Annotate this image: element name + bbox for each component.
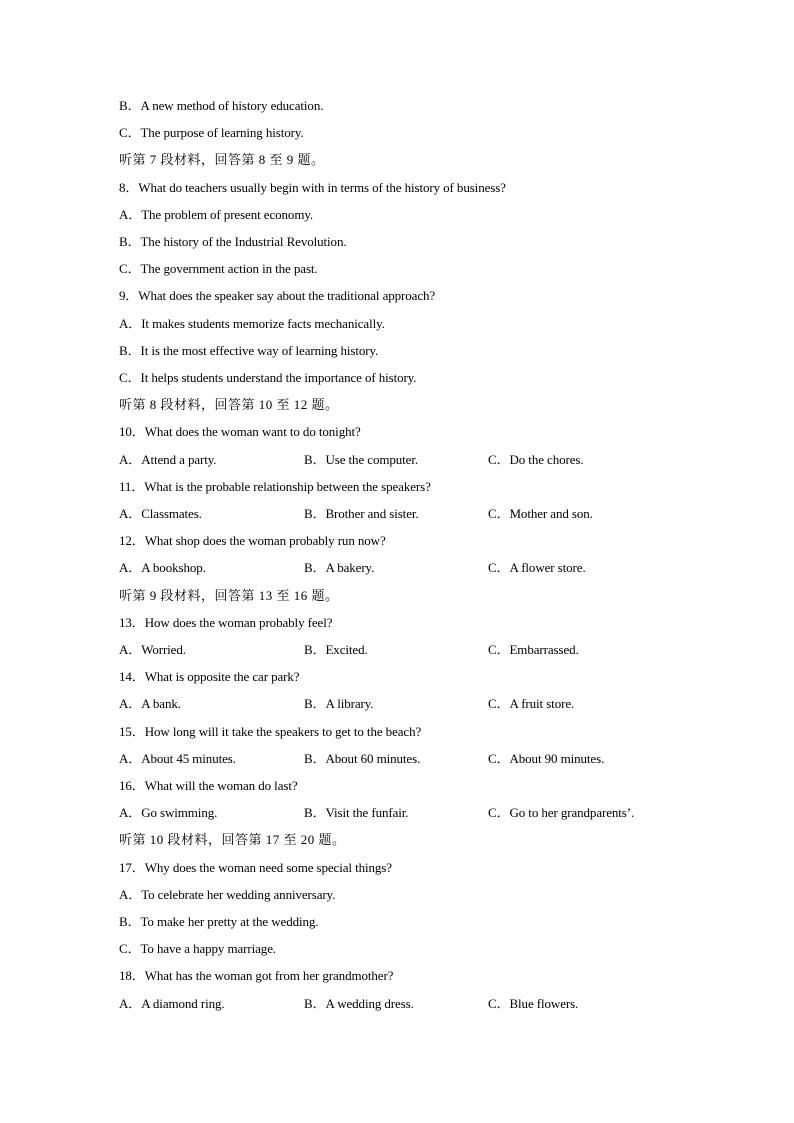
text-line: 15．How long will it take the speakers to get to the beach?: [119, 723, 422, 739]
section-heading: 听第 8 段材料，回答第 10 至 12 题。: [119, 397, 339, 413]
text-line: 12．What shop does the woman probably run now?: [119, 533, 386, 549]
text-line: B．To make her pretty at the wedding.: [119, 914, 319, 929]
option-c: C．Embarrassed.: [488, 642, 579, 657]
text-line: C．It helps students understand the importance of history.: [119, 370, 417, 385]
text-line: 8．What do teachers usually begin with in terms of the history of business?: [119, 179, 506, 195]
option-c: C．Do the chores.: [488, 451, 584, 467]
option-b: B．A library.: [304, 696, 374, 712]
option-c: C．A fruit store.: [488, 696, 575, 712]
section-heading: 听第 9 段材料，回答第 13 至 16 题。: [119, 587, 339, 603]
text-line: A．It makes students memorize facts mechanically.: [119, 315, 385, 331]
text-line: C．To have a happy marriage.: [119, 941, 277, 957]
section-heading: 听第 10 段材料，回答第 17 至 20 题。: [119, 832, 346, 848]
option-c: C．A flower store.: [488, 560, 586, 576]
option-b: B．Visit the funfair.: [304, 805, 409, 821]
option-b: B．Excited.: [304, 642, 368, 657]
option-b: B．Use the computer.: [304, 451, 418, 467]
text-line: 13．How does the woman probably feel?: [119, 614, 333, 630]
option-a: A．Classmates.: [119, 506, 202, 521]
text-line: A．To celebrate her wedding anniversary.: [119, 886, 336, 902]
option-c: C．About 90 minutes.: [488, 750, 605, 766]
option-b: B．About 60 minutes.: [304, 750, 421, 766]
option-a: A．Attend a party.: [119, 451, 217, 467]
text-line: C．The purpose of learning history.: [119, 125, 304, 141]
option-b: B．Brother and sister.: [304, 506, 419, 521]
text-line: 9．What does the speaker say about the traditional approach?: [119, 288, 436, 304]
text-line: 16．What will the woman do last?: [119, 778, 298, 793]
text-line: 17．Why does the woman need some special things?: [119, 859, 392, 875]
option-a: A．Worried.: [119, 642, 186, 657]
text-line: B．A new method of history education.: [119, 98, 324, 113]
section-heading: 听第 7 段材料，回答第 8 至 9 题。: [119, 152, 325, 168]
text-line: A．The problem of present economy.: [119, 206, 314, 222]
text-line: B．It is the most effective way of learning history.: [119, 342, 379, 358]
option-c: C．Blue flowers.: [488, 995, 579, 1011]
option-b: B．A bakery.: [304, 560, 375, 576]
text-line: 10．What does the woman want to do tonight?: [119, 424, 361, 440]
option-a: A．A bookshop.: [119, 560, 206, 576]
option-a: A．A bank.: [119, 696, 181, 712]
option-c: C．Go to her grandparents’.: [488, 805, 635, 821]
option-a: A．About 45 minutes.: [119, 750, 236, 766]
option-c: C．Mother and son.: [488, 506, 593, 521]
text-line: B．The history of the Industrial Revolution.: [119, 234, 347, 249]
text-line: 14．What is opposite the car park?: [119, 669, 300, 685]
option-a: A．A diamond ring.: [119, 995, 225, 1011]
option-a: A．Go swimming.: [119, 805, 218, 821]
option-b: B．A wedding dress.: [304, 995, 414, 1011]
text-line: 11．What is the probable relationship between the speakers?: [119, 478, 431, 494]
text-line: C．The government action in the past.: [119, 261, 318, 277]
text-line: 18．What has the woman got from her grandmother?: [119, 968, 394, 984]
